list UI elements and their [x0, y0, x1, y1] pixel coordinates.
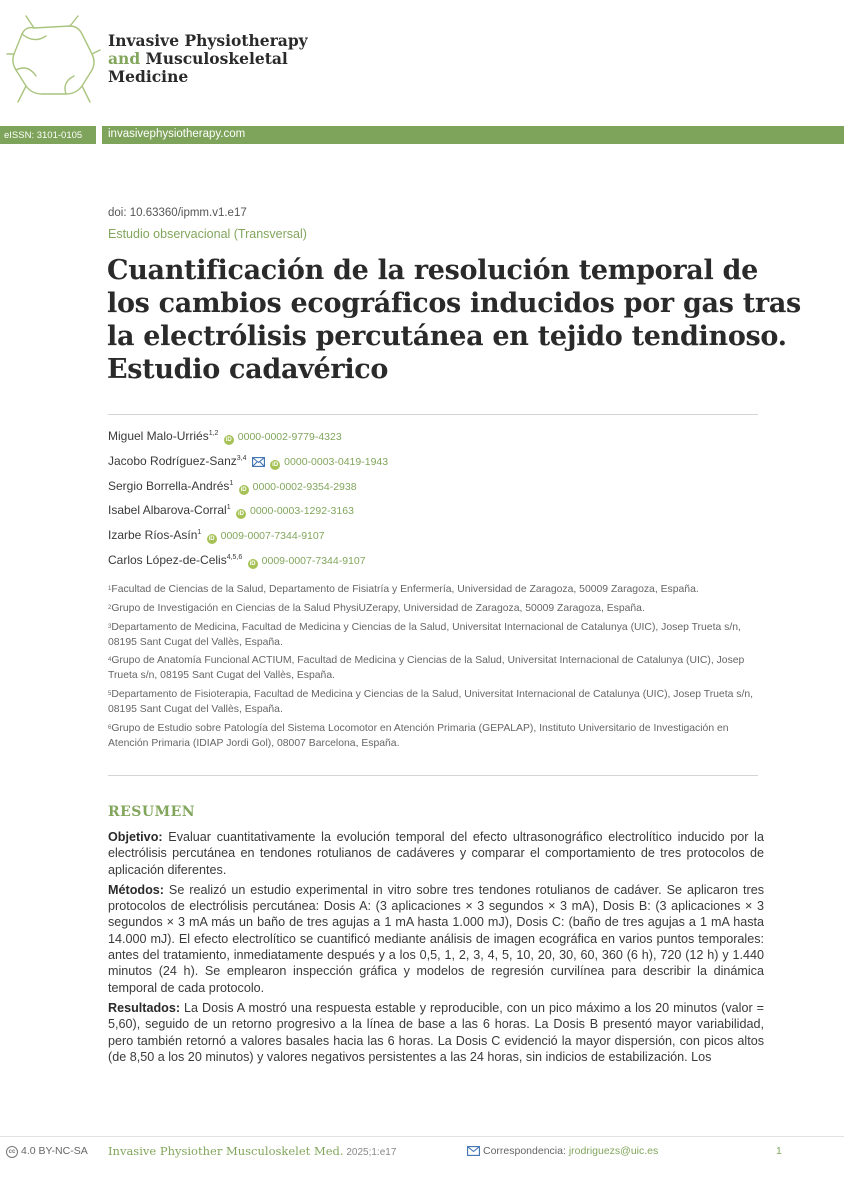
abstract-label: Objetivo:: [108, 830, 163, 844]
abstract-label: Resultados:: [108, 1000, 181, 1015]
author-item: [108, 527, 388, 552]
author-item: [108, 453, 388, 478]
author-sup: 1,2: [208, 430, 219, 437]
mail-icon: [467, 1146, 480, 1156]
orcid-icon[interactable]: iD: [272, 461, 279, 468]
author-sup: 1: [229, 479, 234, 487]
journal-name: [108, 32, 308, 86]
affiliation-item: [108, 601, 768, 616]
citation-journal: Invasive Physiother Musculoskelet Med.: [108, 1144, 344, 1158]
eissn-label: eISSN: 3101-0105: [4, 130, 83, 141]
orcid-icon[interactable]: iD: [237, 511, 244, 518]
affiliation-text: Grupo de Estudio sobre Patología del Sistema Locomotor en Atención Primaria (GEPALAP), Instituto Universitario de Investigación en Atención Primaria (IDIAP Jordi Gol), 08007 Barcelona, España.: [108, 722, 729, 749]
citation: [108, 1144, 396, 1158]
affiliation-sup: 5: [108, 691, 112, 698]
article-doi[interactable]: doi: 10.63360/ipmm.v1.e17: [108, 207, 247, 219]
correspondence-label: Correspondencia:: [483, 1145, 569, 1157]
divider: [108, 775, 758, 776]
author-sup: 1: [197, 529, 202, 537]
orcid-link[interactable]: 0000-0002-9354-2938: [252, 480, 357, 493]
affiliation-item: [108, 582, 768, 597]
author-sup: 4,5,6: [226, 553, 243, 561]
orcid-icon[interactable]: iD: [249, 560, 256, 567]
footer-divider: [0, 1136, 844, 1137]
correspondence: [483, 1145, 658, 1157]
orcid-link[interactable]: 0000-0003-0419-1943: [284, 455, 389, 468]
correspondence-email[interactable]: jrodriguezs@uic.es: [568, 1145, 659, 1157]
orcid-link[interactable]: 0009-0007-7344-9107: [261, 554, 366, 567]
journal-name-line2: [108, 50, 308, 68]
author-name: Jacobo Rodríguez-Sanz: [108, 453, 237, 468]
author-item: [108, 502, 388, 527]
author-sup: 3,4: [236, 454, 247, 462]
author-name: Miguel Malo-Urriés: [108, 429, 209, 443]
orcid-icon[interactable]: iD: [240, 486, 247, 493]
abstract-heading: RESUMEN: [108, 804, 196, 820]
journal-name-line2-rest: Musculoskeletal: [140, 49, 288, 68]
creative-commons-icon: cc: [6, 1146, 18, 1158]
affiliation-text: Grupo de Anatomía Funcional ACTIUM, Facultad de Medicina y Ciencias de la Salud, Universitat Internacional de Catalunya (UIC), Josep Trueta s/n, 08195 Sant Cugat del Vallès, España.: [108, 655, 745, 682]
journal-logo-icon: [6, 14, 101, 106]
affiliation-text: Departamento de Medicina, Facultad de Medicina y Ciencias de la Salud, Universitat Internacional de Catalunya (UIC), Josep Trueta s/n, 08195 Sant Cugat del Vallès, España.: [108, 621, 741, 648]
study-type: Estudio observacional (Transversal): [108, 227, 307, 241]
affiliation-item: [108, 653, 768, 683]
affiliation-sup: 2: [108, 604, 112, 611]
orcid-icon[interactable]: iD: [208, 536, 215, 543]
abstract-text: Se realizó un estudio experimental in vitro sobre tres tendones rotulianos de cadáver. Se aplicaron tres protocolos de electrólisis percutánea: Dosis A: (3 aplicaciones × 3 segundos × 3 mA), Dosis B: (3 aplicaciones × 3 segundos × 3 mA más un baño de tres agujas a 1 mA hasta 1.000 mJ), Dosis C: (baño de tres agujas a 1 mA hasta 14.000 mJ). El efecto electrolítico se cuantificó mediante análisis de imagen ecográfica en varios puntos temporales: antes del tratamiento, inmediatamente después y a los 0,5, 1, 2, 3, 4, 5, 10, 20, 30, 60, 360 (6 h), 720 (12 h) y 1.440 minutos (24 h). Se emplearon inspección gráfica y modelos de regresión curvilínea para describir la dinámica temporal de cada protocolo.: [108, 882, 764, 995]
license-label: 4.0 BY-NC-SA: [21, 1145, 88, 1157]
author-list: [108, 428, 388, 577]
abstract-resultados: [108, 1000, 764, 1065]
abstract-text: La Dosis A mostró una respuesta estable y reproducible, con un pico máximo a los 20 minutos (valor = 5,60), seguido de un retorno progresivo a la línea de base a las 6 horas. La Dosis B presentó mayor variabilidad, pero también retornó a valores basales hacia las 6 horas. La Dosis C evidenció la mayor dispersión, con picos altos (de 8,50 a los 20 minutos) y valores negativos persistentes a las 24 horas, sin indicios de estabilización. Los: [108, 1000, 764, 1064]
affiliation-text: Facultad de Ciencias de la Salud, Departamento de Fisiatría y Enfermería, Universidad de Zaragoza, 50009 Zaragoza, España.: [111, 584, 699, 595]
journal-name-and: and: [108, 49, 141, 68]
abstract-body: [108, 829, 764, 1069]
citation-ref: 2025;1:e17: [343, 1147, 397, 1158]
affiliation-text: Departamento de Fisioterapia, Facultad de Medicina y Ciencias de la Salud, Universitat Internacional de Catalunya (UIC), Josep Trueta s/n, 08195 Sant Cugat del Vallès, España.: [108, 689, 754, 716]
page-number: 1: [776, 1145, 782, 1157]
author-name: Izarbe Ríos-Asín: [108, 528, 198, 543]
affiliation-item: [108, 687, 768, 717]
abstract-label: Métodos:: [108, 882, 164, 897]
author-sup: 1: [226, 504, 231, 512]
article-title: Cuantificación de la resolución temporal de los cambios ecográficos inducidos por gas tras la electrólisis percutánea en tejido tendinoso. Estudio cadavérico: [107, 255, 801, 385]
affiliation-list: [108, 582, 768, 755]
author-name: Carlos López-de-Celis: [108, 552, 227, 567]
journal-name-line3: Medicine: [108, 67, 189, 86]
orcid-link[interactable]: 0000-0003-1292-3163: [249, 505, 354, 518]
affiliation-sup: 1: [108, 586, 112, 592]
orcid-link[interactable]: 0000-0002-9779-4323: [237, 431, 342, 443]
orcid-link[interactable]: 0009-0007-7344-9107: [220, 530, 325, 543]
website-link[interactable]: invasivephysiotherapy.com: [108, 128, 246, 140]
affiliation-text: Grupo de Investigación en Ciencias de la Salud PhysiUZerapy, Universidad de Zaragoza, 50009 Zaragoza, España.: [111, 602, 645, 614]
mail-icon[interactable]: [252, 457, 265, 467]
author-item: [108, 478, 388, 503]
affiliation-sup: 3: [108, 623, 112, 630]
abstract-text: Evaluar cuantitativamente la evolución temporal del efecto ultrasonográfico electrolítico inducido por la electrólisis percutánea en tendones rotulianos de cadáveres y comparar el comportamiento de tres protocolos de aplicación diferentes.: [108, 830, 764, 877]
orcid-icon[interactable]: iD: [225, 437, 232, 443]
author-item: [108, 428, 388, 453]
author-item: [108, 552, 388, 577]
affiliation-sup: 6: [108, 724, 112, 731]
abstract-metodos: [108, 882, 764, 996]
abstract-objetivo: [108, 829, 764, 878]
affiliation-item: [108, 620, 768, 650]
affiliation-item: [108, 721, 768, 751]
divider: [108, 414, 758, 415]
author-name: Sergio Borrella-Andrés: [108, 478, 230, 493]
journal-name-line1: Invasive Physiotherapy: [108, 31, 308, 50]
affiliation-sup: 4: [108, 657, 112, 664]
author-name: Isabel Albarova-Corral: [108, 503, 227, 518]
